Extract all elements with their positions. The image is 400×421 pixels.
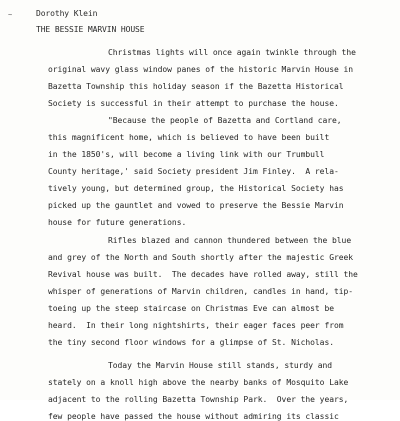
text-line: County heritage,' said Society president Jim Finley. A rela-: [48, 167, 339, 176]
author-name: Dorothy Klein: [36, 9, 98, 18]
text-line: and grey of the North and South shortly after the majestic Greek: [48, 253, 354, 262]
text-line: Christmas lights will once again twinkle through the: [108, 48, 356, 57]
text-line: "Because the people of Bazetta and Cortland care,: [108, 116, 342, 125]
text-line: Revival house was built. The decades have rolled away, still the: [48, 270, 358, 279]
text-line: stately on a knoll high above the nearby banks of Mosquito Lake: [48, 378, 349, 387]
text-line: Today the Marvin House still stands, sturdy and: [108, 361, 333, 370]
text-line: this magnificent home, which is believed to have been built: [48, 133, 330, 142]
text-line: heard. In their long nightshirts, their eager faces peer from: [48, 321, 344, 330]
text-line: tively young, but determined group, the Historical Society has: [48, 184, 344, 193]
text-line: the tiny second floor windows for a glimpse of St. Nicholas.: [48, 338, 334, 347]
text-line: adjacent to the rolling Bazetta Township Park. Over the years,: [48, 395, 349, 404]
text-line: in the 1850's, will become a living link with our Trumbull: [48, 150, 325, 159]
text-line: picked up the gauntlet and vowed to preserve the Bessie Marvin: [48, 201, 344, 210]
text-line: few people have passed the house without admiring its classic: [48, 412, 339, 421]
text-line: whisper of generations of Marvin children, candles in hand, tip-: [48, 287, 354, 296]
text-line: toeing up the steep staircase on Christmas Eve can almost be: [48, 304, 334, 313]
text-line: Rifles blazed and cannon thundered between the blue: [108, 236, 352, 245]
corner-mark: ~: [8, 11, 13, 19]
text-line: original wavy glass window panes of the historic Marvin House in: [48, 65, 354, 74]
document-title: THE BESSIE MARVIN HOUSE: [36, 25, 145, 34]
text-line: Society is successful in their attempt to purchase the house.: [48, 99, 339, 108]
text-line: Bazetta Township this holiday season if the Bazetta Historical: [48, 82, 344, 91]
text-line: house for future generations.: [48, 218, 187, 227]
